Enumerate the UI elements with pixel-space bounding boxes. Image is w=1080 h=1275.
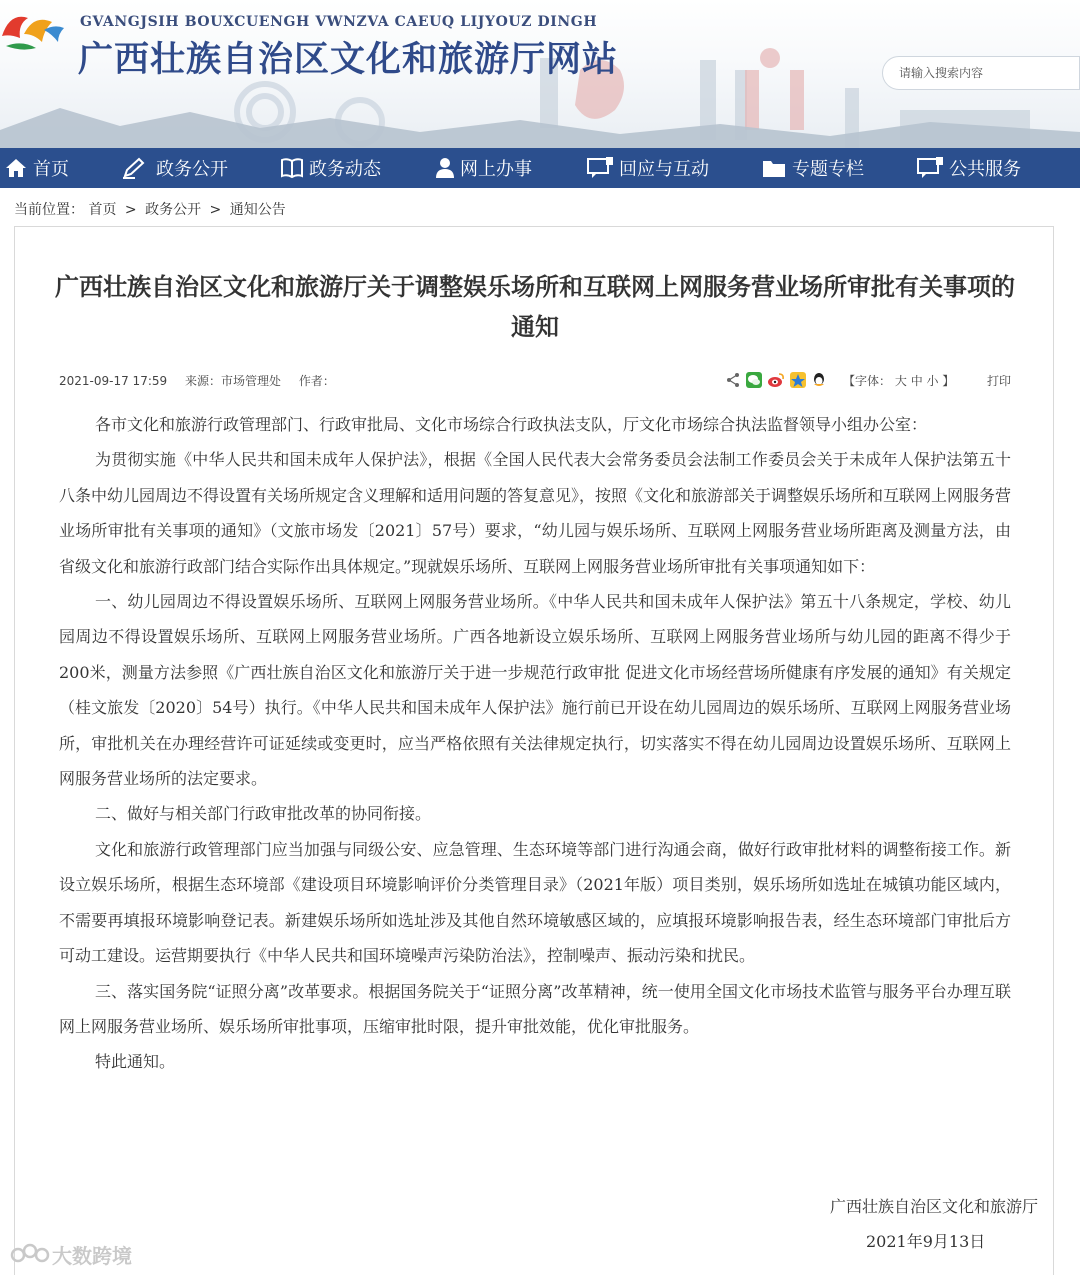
- wechat-icon[interactable]: [745, 371, 763, 389]
- nav-item-gov-news[interactable]: [280, 148, 381, 188]
- print-button[interactable]: 打印: [987, 374, 1012, 388]
- article-container: [14, 226, 1054, 1275]
- breadcrumb-notices[interactable]: 通知公告: [229, 202, 286, 218]
- article-source: 来源：市场管理处: [184, 374, 281, 388]
- nav-item-label: 政务公开: [156, 159, 228, 180]
- breadcrumb-home[interactable]: 首页: [88, 202, 117, 218]
- font-size-label: 【字体：: [843, 374, 892, 388]
- nav-item-label: 专题专栏: [792, 159, 864, 180]
- font-size-control: [843, 372, 954, 389]
- nav-item-online-service[interactable]: [435, 148, 532, 188]
- book-icon: [280, 157, 304, 179]
- search-input[interactable]: [883, 57, 1063, 89]
- chat-icon: [916, 157, 944, 179]
- watermark: [10, 1240, 132, 1269]
- breadcrumb: [14, 199, 286, 219]
- share-bar: [725, 371, 827, 389]
- article-body: [59, 407, 1011, 1080]
- nav-item-home[interactable]: [4, 148, 69, 188]
- pen-icon: [121, 156, 151, 180]
- nav-item-label: 首页: [33, 159, 69, 180]
- breadcrumb-separator: >: [124, 202, 137, 218]
- article-meta: [59, 372, 349, 389]
- font-size-end: 】: [942, 374, 955, 388]
- article-title: 广西壮族自治区文化和旅游厅关于调整娱乐场所和互联网上网服务营业场所审批有关事项的通知: [55, 273, 1015, 341]
- weibo-icon[interactable]: [767, 371, 785, 389]
- site-header: [0, 0, 1080, 148]
- home-icon: [4, 157, 28, 179]
- nav-item-label: 回应与互动: [619, 159, 709, 180]
- watermark-logo-icon: [10, 1241, 52, 1269]
- font-size-small[interactable]: 小: [926, 374, 939, 388]
- nav-item-gov-affairs[interactable]: [121, 148, 228, 188]
- article-paragraph: 特此通知。: [95, 1052, 176, 1072]
- font-size-large[interactable]: 大: [894, 374, 907, 388]
- article-paragraph: 三、落实国务院“证照分离”改革要求。根据国务院关于“证照分离”改革精神，统一使用全国文化市场技术监管与服务平台办理互联网上网服务营业场所、娱乐场所审批事项，压缩审批时限，提升审批效能，优化审批服务。: [59, 981, 1011, 1036]
- nav-item-public-service[interactable]: [916, 148, 1021, 188]
- nav-item-label: 政务动态: [309, 159, 381, 180]
- nav-item-label: 公共服务: [949, 159, 1021, 180]
- article-paragraph: 二、做好与相关部门行政审批改革的协同衔接。: [95, 804, 432, 824]
- share-icon[interactable]: [725, 372, 741, 388]
- main-nav: [0, 148, 1080, 188]
- chat-icon: [586, 157, 614, 179]
- breadcrumb-prefix: 当前位置：: [14, 202, 84, 218]
- article-paragraph: 各市文化和旅游行政管理部门、行政审批局、文化市场综合行政执法支队，厅文化市场综合执法监督领导小组办公室：: [95, 415, 928, 434]
- qzone-icon[interactable]: [789, 371, 807, 389]
- qq-icon[interactable]: [811, 371, 827, 389]
- breadcrumb-gov-affairs[interactable]: 政务公开: [145, 202, 202, 218]
- nav-item-special-topics[interactable]: [761, 148, 864, 188]
- issuer-signature: 广西壮族自治区文化和旅游厅: [829, 1197, 1038, 1216]
- watermark-text: 大数跨境: [52, 1244, 132, 1268]
- folder-icon: [761, 157, 787, 179]
- nav-item-label: 网上办事: [460, 159, 532, 180]
- issue-date: 2021年9月13日: [866, 1232, 986, 1251]
- person-icon: [435, 157, 455, 179]
- article-paragraph: 一、幼儿园周边不得设置娱乐场所、互联网上网服务营业场所。《中华人民共和国未成年人保护法》第五十八条规定，学校、幼儿园周边不得设置娱乐场所、互联网上网服务营业场所。广西各地新设立娱乐场所、互联网上网服务营业场所与幼儿园的距离不得少于200米，测量方法参照《广西壮族自治区文化和旅游厅关于进一步规范行政审批 促进文化市场经营场所健康有序发展的通知》有关规定（桂文旅发〔2020〕54号）执行。《中华人民共和国未成年人保护法》施行前已开设在幼儿园周边的娱乐场所、互联网上网服务营业场所，审批机关在办理经营许可证延续或变更时，应当严格依照有关法律规定执行，切实落实不得在幼儿园周边设置娱乐场所、互联网上网服务营业场所的法定要求。: [59, 592, 1011, 789]
- nav-item-interaction[interactable]: [586, 148, 709, 188]
- article-paragraph: 为贯彻实施《中华人民共和国未成年人保护法》，根据《全国人民代表大会常务委员会法制工作委员会关于未成年人保护法第五十八条中幼儿园周边不得设置有关场所规定含义理解和适用问题的答复意见》，按照《文化和旅游部关于调整娱乐场所和互联网上网服务营业场所审批有关事项的通知》（文旅市场发〔2021〕57号）要求，“幼儿园与娱乐场所、互联网上网服务营业场所距离及测量方法，由省级文化和旅游行政部门结合实际作出具体规定。”现就娱乐场所、互联网上网服务营业场所审批有关事项通知如下：: [59, 450, 1012, 576]
- site-name-chinese[interactable]: 广西壮族自治区文化和旅游厅网站: [78, 39, 619, 80]
- publish-date: 2021-09-17 17:59: [59, 374, 168, 388]
- site-logo[interactable]: [0, 6, 70, 82]
- font-size-medium[interactable]: 中: [910, 374, 923, 388]
- article-author: 作者：: [298, 374, 335, 388]
- search-box: [882, 56, 1080, 90]
- breadcrumb-separator: >: [209, 202, 222, 218]
- article-paragraph: 文化和旅游行政管理部门应当加强与同级公安、应急管理、生态环境等部门进行沟通会商，做好行政审批材料的调整衔接工作。新设立娱乐场所，根据生态环境部《建设项目环境影响评价分类管理目录》（2021年版）项目类别，娱乐场所如选址在城镇功能区域内，不需要再填报环境影响登记表。新建娱乐场所如选址涉及其他自然环境敏感区域的，应填报环境影响报告表，经生态环境部门审批后方可动工建设。运营期要执行《中华人民共和国环境噪声污染防治法》，控制噪声、振动污染和扰民。: [59, 839, 1011, 966]
- site-name-english: GVANGJSIH BOUXCUENGH VWNZVA CAEUQ LIJYOUZ DINGH: [80, 14, 598, 30]
